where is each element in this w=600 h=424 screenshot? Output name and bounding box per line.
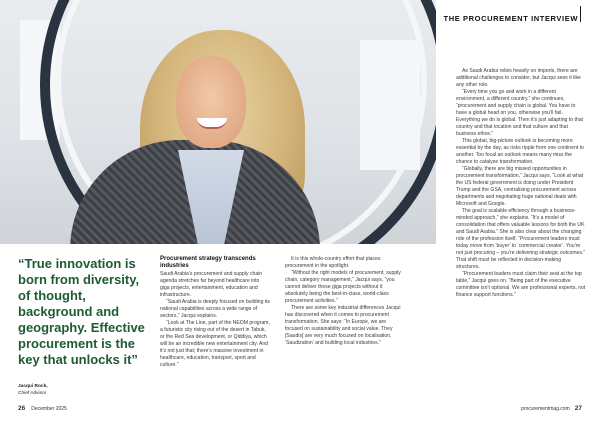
paragraph: “Every time you go and work in a different environment, a different country,” she continues, “procurement and supply chain is global. You have to have a global head on you, otherwise you’ll fail. Everything we do is global. Then it’s just adapting to that country and that location and that culture and that business ethos.” bbox=[456, 89, 583, 137]
paragraph: “Saudi Arabia is deeply focused on building its national capabilities across a wide range of sectors,” Jacqui explains. bbox=[160, 299, 270, 319]
article-subhead: Procurement strategy transcends industries bbox=[160, 256, 256, 269]
paragraph: It is this whole-country effort that places procurement in the spotlight. bbox=[285, 256, 381, 269]
quote-author-name: Jacqui Rock, bbox=[18, 384, 48, 389]
article-column-1 bbox=[160, 256, 270, 369]
header-divider bbox=[580, 6, 581, 22]
paragraph: “Look at The Line, part of the NEOM program, a futuristic city rising out of the desert in Tabuk, or the Red Sea development, or Qiddiya, which will be an incredible new entertainment city. And it’s not just that; there’s massive investment in healthcare, education, transport, sport and culture.” bbox=[160, 320, 270, 368]
paragraph: “Globally, there are big missed opportunities in procurement transformation,” Jacqui says. “Look at what the US federal government is doing under President Trump and the GSA, centralising procurement across departments and negotiating huge national deals with Microsoft and Google. bbox=[456, 166, 584, 207]
paragraph: This global, big-picture outlook is becoming more essential by the day, as risks ripple from one continent to another. Too focal an outlook means many miss the chance to catalyse transformation. bbox=[456, 138, 584, 165]
paragraph: There are some key industrial differences Jacqui has discovered when it comes to procurement transformation. She says: “In Europe, we are focused on sustainability and social value. They [Saudis] are very much focused on localisation, ‘Saudization’ and building local industries.” bbox=[285, 305, 401, 346]
paragraph: “Without the right models of procurement, supply chain, category management,” Jacqui says, “you cannot deliver these giga projects without it absolutely being the best-in-class, world-class procurement activities.” bbox=[285, 270, 401, 304]
site-url[interactable]: procurementmag.com bbox=[521, 406, 570, 412]
issue-date: December 2025 bbox=[31, 406, 67, 412]
pull-quote: “True innovation is born from diversity, of thought, background and geography. Effective procurement is the key that unlocks it” bbox=[18, 256, 145, 367]
footer-left bbox=[18, 405, 67, 412]
article-column-2 bbox=[285, 256, 405, 347]
quote-author-role: Chief Advisor bbox=[18, 391, 47, 396]
paragraph: Saudi Arabia’s procurement and supply chain agenda stretches far beyond healthcare into giga projects, entertainment, education and infrastructure. bbox=[160, 271, 263, 298]
paragraph: The goal is scalable efficiency through a business-minded approach,” she explains. “It’s a model of consolidation that offers valuable lessons for both the UK and Saudi Arabia.” She is also clear about the changing role of the profession itself. “Procurement leaders must today move from ‘buyer’ to ‘commercial creator’. You’re not just procuring – you’re delivering strategic outcomes.” That shift must be reflected in decision-making structures. bbox=[456, 208, 586, 270]
section-header: THE PROCUREMENT INTERVIEW bbox=[443, 14, 578, 23]
paragraph: “Procurement leaders must claim their seat at the top table,” Jacqui goes on. “Being part of the executive committee isn’t optional. We are professional experts, not finance support functions.” bbox=[456, 271, 586, 298]
footer-right bbox=[521, 405, 582, 412]
portrait-photo bbox=[0, 0, 436, 244]
article-column-3 bbox=[456, 68, 586, 299]
page-number-right: 27 bbox=[574, 405, 582, 412]
paragraph: As Saudi Arabia relies heavily on imports, there are additional challenges to consider, but Jacqui sees it like any other role. bbox=[456, 68, 581, 88]
subject-face bbox=[176, 56, 246, 148]
page-number-left: 26 bbox=[18, 405, 26, 412]
quote-byline bbox=[18, 383, 48, 397]
